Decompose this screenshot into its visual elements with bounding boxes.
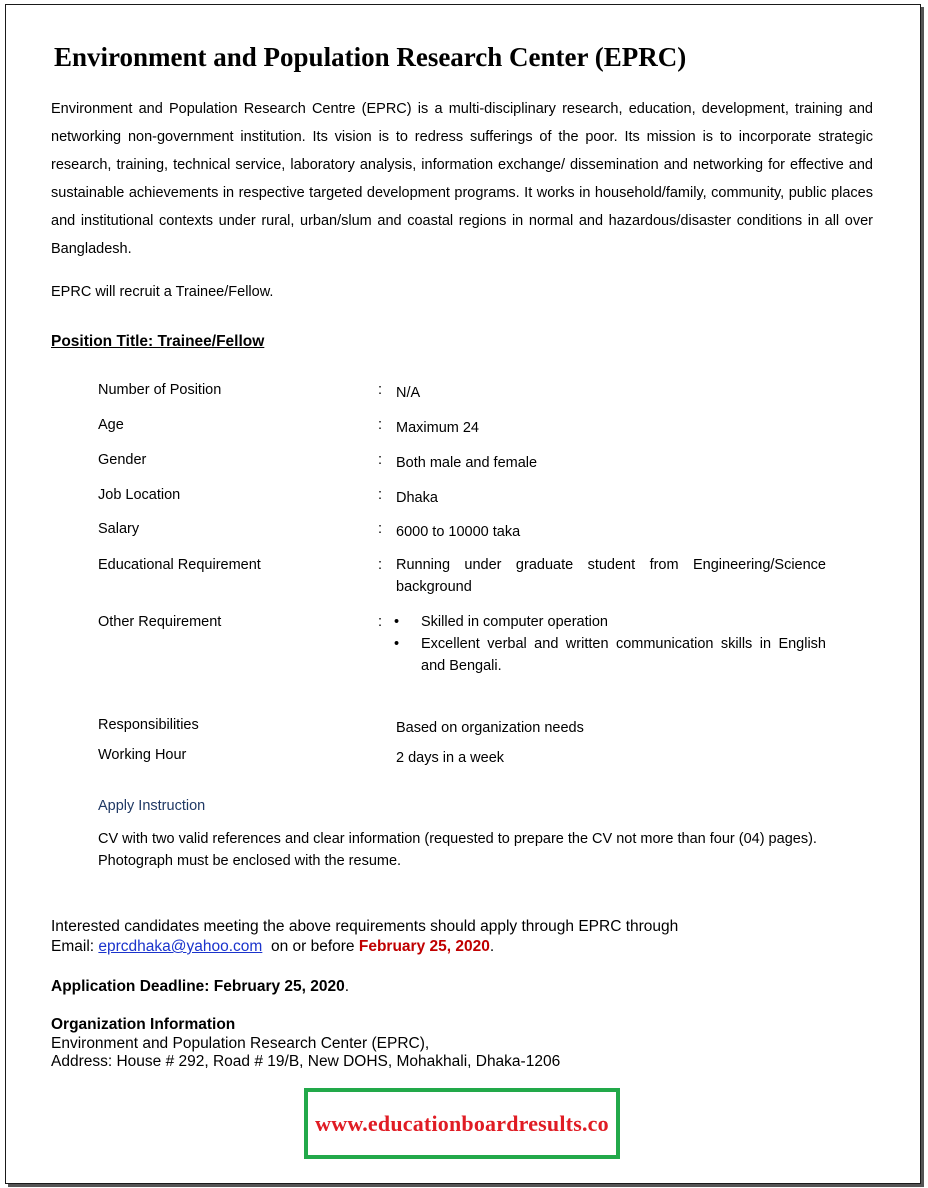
period: . <box>344 978 350 995</box>
recruit-statement: EPRC will recruit a Trainee/Fellow. <box>51 284 274 300</box>
detail-label: Responsibilities <box>98 717 199 733</box>
list-item: • Excellent verbal and written communication skills in English and Bengali. <box>396 633 826 677</box>
application-instructions <box>51 917 811 957</box>
deadline-date: February 25, 2020 <box>358 938 490 955</box>
detail-label: Number of Position <box>98 382 222 398</box>
other-requirement-list <box>396 611 826 677</box>
detail-label: Age <box>98 417 124 433</box>
detail-label: Educational Requirement <box>98 557 261 573</box>
apply-instruction-text: CV with two valid references and clear information (requested to prepare the CV not more than four (04) pages). Photograph must be enclosed with the resume. <box>98 831 817 869</box>
detail-value: Dhaka <box>396 490 438 506</box>
website-watermark <box>304 1088 620 1159</box>
page-title: Environment and Population Research Center (EPRC) <box>54 42 687 72</box>
detail-colon: : <box>378 557 383 573</box>
org-heading: Organization Information <box>51 1016 236 1033</box>
detail-colon: : <box>378 417 383 433</box>
detail-value: 6000 to 10000 taka <box>396 524 521 540</box>
detail-value: 2 days in a week <box>396 750 505 766</box>
detail-colon: : <box>378 521 383 537</box>
detail-label: Other Requirement <box>98 614 222 630</box>
detail-label: Gender <box>98 452 147 468</box>
org-address: Address: House # 292, Road # 19/B, New DOHS, Mohakhali, Dhaka-1206 <box>51 1053 561 1070</box>
email-label: Email: <box>51 938 95 955</box>
interest-line: Interested candidates meeting the above requirements should apply through EPRC through <box>51 918 679 935</box>
detail-colon: : <box>378 452 383 468</box>
deadline-label: Application Deadline: February 25, 2020 <box>51 978 345 995</box>
application-deadline <box>51 978 349 996</box>
detail-label: Job Location <box>98 487 181 503</box>
detail-label: Working Hour <box>98 747 187 763</box>
period: . <box>489 938 495 955</box>
list-item: • Skilled in computer operation <box>396 611 826 633</box>
detail-value: Running under graduate student from Engineering/Science background <box>396 557 826 595</box>
organization-info <box>51 1016 560 1072</box>
detail-colon: : <box>378 614 383 630</box>
position-title: Position Title: Trainee/Fellow <box>51 333 265 350</box>
detail-colon: : <box>378 382 383 398</box>
detail-value: Maximum 24 <box>396 420 479 436</box>
watermark-text: www.educationboardresults.co <box>315 1110 609 1136</box>
org-name: Environment and Population Research Center (EPRC), <box>51 1034 430 1052</box>
before-text: on or before <box>270 938 355 955</box>
detail-value: Based on organization needs <box>396 720 584 736</box>
detail-value: N/A <box>396 385 421 401</box>
detail-colon: : <box>378 487 383 503</box>
intro-paragraph: Environment and Population Research Centre (EPRC) is a multi-disciplinary research, education, development, training and networking non-government institution. Its vision is to redress sufferings of the poor. Its mission is to incorporate strategic research, training, technical service, laboratory analysis, information exchange/ dissemination and networking for effective and sustainable achievements in respective targeted development programs. It works in household/family, community, public places and institutional contexts under rural, urban/slum and coastal regions in normal and hazardous/disaster conditions in all over Bangladesh. <box>51 101 873 257</box>
apply-instruction-heading: Apply Instruction <box>98 798 206 814</box>
detail-label: Salary <box>98 521 140 537</box>
detail-value: Both male and female <box>396 455 538 471</box>
email-link[interactable]: eprcdhaka@yahoo.com <box>98 938 263 955</box>
